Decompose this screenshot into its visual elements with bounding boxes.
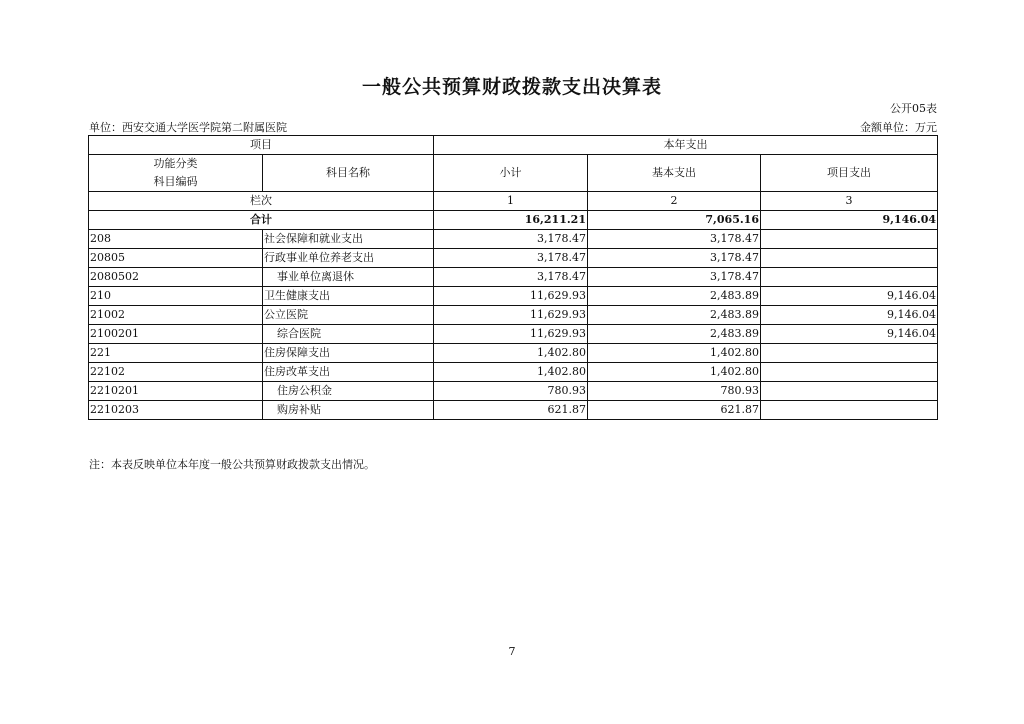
page-title: 一般公共预算财政拨款支出决算表 bbox=[361, 76, 662, 98]
column-number-2: 2 bbox=[588, 192, 761, 211]
row-code: 2210203 bbox=[89, 401, 263, 420]
column-number-3: 3 bbox=[761, 192, 938, 211]
row-code: 22102 bbox=[89, 363, 263, 382]
row-subject-name: 住房公积金 bbox=[263, 382, 434, 401]
row-subject-name: 购房补贴 bbox=[263, 401, 434, 420]
header-subtotal: 小计 bbox=[434, 155, 588, 192]
row-code: 208 bbox=[89, 230, 263, 249]
row-code: 210 bbox=[89, 287, 263, 306]
table-row bbox=[89, 287, 938, 306]
form-code: 公开05表 bbox=[890, 102, 937, 115]
row-subject-name: 社会保障和就业支出 bbox=[263, 230, 434, 249]
header-current-year: 本年支出 bbox=[434, 136, 938, 155]
row-project bbox=[761, 401, 938, 420]
row-project bbox=[761, 230, 938, 249]
expenditure-table bbox=[88, 135, 938, 420]
row-subtotal: 1,402.80 bbox=[434, 363, 588, 382]
total-basic: 7,065.16 bbox=[588, 211, 761, 230]
row-subtotal: 11,629.93 bbox=[434, 306, 588, 325]
row-basic: 3,178.47 bbox=[588, 249, 761, 268]
row-subtotal: 3,178.47 bbox=[434, 249, 588, 268]
total-label: 合计 bbox=[89, 211, 434, 230]
table-row bbox=[89, 249, 938, 268]
total-project: 9,146.04 bbox=[761, 211, 938, 230]
row-code: 2210201 bbox=[89, 382, 263, 401]
row-subtotal: 3,178.47 bbox=[434, 268, 588, 287]
total-row bbox=[89, 211, 938, 230]
header-func-class-line2: 科目编码 bbox=[153, 175, 198, 188]
header-func-class-line1: 功能分类 bbox=[153, 157, 198, 170]
total-subtotal: 16,211.21 bbox=[434, 211, 588, 230]
row-subtotal: 780.93 bbox=[434, 382, 588, 401]
header-func-class bbox=[89, 155, 263, 192]
row-subject-name: 综合医院 bbox=[263, 325, 434, 344]
row-basic: 3,178.47 bbox=[588, 230, 761, 249]
header-row-2 bbox=[89, 155, 938, 192]
column-number-row bbox=[89, 192, 938, 211]
row-code: 221 bbox=[89, 344, 263, 363]
row-subject-name: 公立医院 bbox=[263, 306, 434, 325]
table-row bbox=[89, 325, 938, 344]
row-basic: 621.87 bbox=[588, 401, 761, 420]
table-row bbox=[89, 363, 938, 382]
row-subject-name: 卫生健康支出 bbox=[263, 287, 434, 306]
column-number-1: 1 bbox=[434, 192, 588, 211]
row-subject-name: 事业单位离退休 bbox=[263, 268, 434, 287]
table-row bbox=[89, 306, 938, 325]
row-code: 2100201 bbox=[89, 325, 263, 344]
row-code: 21002 bbox=[89, 306, 263, 325]
amount-unit-label: 金额单位：万元 bbox=[860, 121, 937, 134]
row-basic: 2,483.89 bbox=[588, 325, 761, 344]
table-row bbox=[89, 401, 938, 420]
row-subtotal: 11,629.93 bbox=[434, 287, 588, 306]
row-basic: 3,178.47 bbox=[588, 268, 761, 287]
row-subject-name: 住房保障支出 bbox=[263, 344, 434, 363]
row-project bbox=[761, 382, 938, 401]
row-project: 9,146.04 bbox=[761, 325, 938, 344]
table-note: 注：本表反映单位本年度一般公共预算财政拨款支出情况。 bbox=[89, 458, 375, 471]
row-code: 2080502 bbox=[89, 268, 263, 287]
row-basic: 2,483.89 bbox=[588, 306, 761, 325]
header-row-1 bbox=[89, 136, 938, 155]
row-basic: 780.93 bbox=[588, 382, 761, 401]
row-subject-name: 行政事业单位养老支出 bbox=[263, 249, 434, 268]
row-project bbox=[761, 344, 938, 363]
row-project bbox=[761, 268, 938, 287]
row-subject-name: 住房改革支出 bbox=[263, 363, 434, 382]
row-code: 20805 bbox=[89, 249, 263, 268]
page-number: 7 bbox=[508, 645, 516, 658]
row-project: 9,146.04 bbox=[761, 287, 938, 306]
table-row bbox=[89, 344, 938, 363]
row-project bbox=[761, 249, 938, 268]
header-subject-name: 科目名称 bbox=[263, 155, 434, 192]
unit-label: 单位：西安交通大学医学院第二附属医院 bbox=[89, 121, 287, 134]
header-item: 项目 bbox=[89, 136, 434, 155]
row-basic: 1,402.80 bbox=[588, 344, 761, 363]
row-subtotal: 11,629.93 bbox=[434, 325, 588, 344]
row-subtotal: 621.87 bbox=[434, 401, 588, 420]
row-subtotal: 1,402.80 bbox=[434, 344, 588, 363]
row-basic: 1,402.80 bbox=[588, 363, 761, 382]
table-row bbox=[89, 268, 938, 287]
header-project: 项目支出 bbox=[761, 155, 938, 192]
row-project: 9,146.04 bbox=[761, 306, 938, 325]
row-project bbox=[761, 363, 938, 382]
table-row bbox=[89, 230, 938, 249]
column-number-label: 栏次 bbox=[89, 192, 434, 211]
header-basic: 基本支出 bbox=[588, 155, 761, 192]
row-subtotal: 3,178.47 bbox=[434, 230, 588, 249]
table-row bbox=[89, 382, 938, 401]
row-basic: 2,483.89 bbox=[588, 287, 761, 306]
